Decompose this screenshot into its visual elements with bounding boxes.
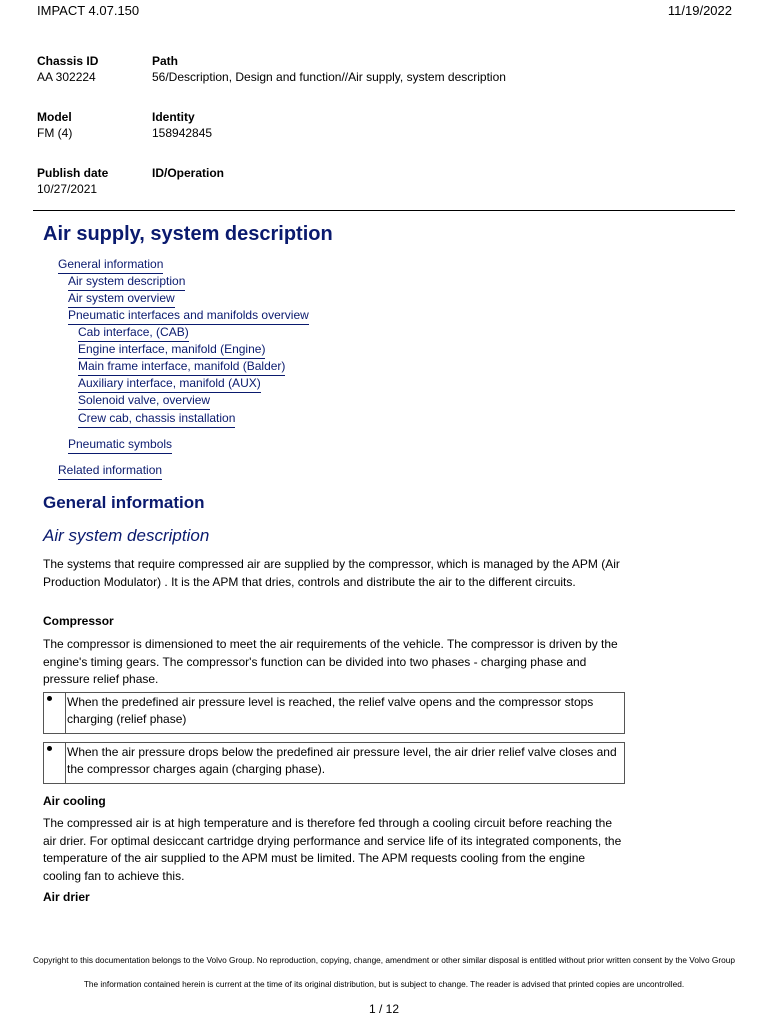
header-date: 11/19/2022 (667, 3, 732, 18)
model-label: Model (37, 110, 72, 124)
bullet-item (43, 742, 625, 784)
metadata-block (37, 53, 737, 221)
air-cooling-paragraph: The compressed air is at high temperature and is therefore fed through a cooling circuit before reaching the air drier. For optimal desiccant cartridge drying performance and service life of its integrated components, the temperature of the air supplied to the APM must be limited. The APM requests cooling from the engine cooling fan to achieve this. (43, 816, 622, 883)
toc-link-solenoid-valve[interactable]: Solenoid valve, overview (78, 393, 210, 410)
header-divider (33, 210, 735, 211)
model-value: FM (4) (37, 126, 73, 140)
toc-link-engine-interface[interactable]: Engine interface, manifold (Engine) (78, 342, 265, 359)
toc-link-pneumatic-symbols[interactable]: Pneumatic symbols (68, 437, 172, 454)
path-label: Path (152, 54, 179, 68)
toc-link-pneumatic-interfaces[interactable]: Pneumatic interfaces and manifolds overview (68, 308, 309, 325)
compressor-paragraph: The compressor is dimensioned to meet the air requirements of the vehicle. The compressor is driven by the engine's timing gears. The compressor's function can be divided into two phases - charging phase and pressure relief phase. (43, 637, 618, 686)
identity-value: 158942845 (152, 126, 213, 140)
publish-date-label: Publish date (37, 166, 109, 180)
page-number: 1 / 12 (368, 1002, 400, 1016)
bullet-icon (47, 746, 52, 751)
subsection-heading: Air system description (43, 526, 210, 545)
toc-link-general-information[interactable]: General information (58, 257, 163, 274)
id-operation-label: ID/Operation (152, 166, 225, 180)
header-app-version: IMPACT 4.07.150 (37, 3, 140, 18)
air-drier-heading: Air drier (43, 890, 90, 904)
toc-link-crew-cab[interactable]: Crew cab, chassis installation (78, 411, 235, 428)
toc-link-cab-interface[interactable]: Cab interface, (CAB) (78, 325, 189, 342)
toc-link-auxiliary-interface[interactable]: Auxiliary interface, manifold (AUX) (78, 376, 261, 393)
toc-link-related-information[interactable]: Related information (58, 463, 162, 480)
metadata-row (37, 109, 737, 165)
air-cooling-heading: Air cooling (43, 794, 106, 808)
toc-link-air-system-overview[interactable]: Air system overview (68, 291, 175, 308)
footer-copyright: Copyright to this documentation belongs to the Volvo Group. No reproduction, copying, change, amendment or other similar disposal is entitled without prior written consent by the Volvo Group (33, 955, 735, 965)
chassis-id-label: Chassis ID (37, 54, 99, 68)
section-heading: General information (43, 493, 205, 512)
path-value: 56/Description, Design and function//Air supply, system description (152, 70, 506, 84)
footer-notice: The information contained herein is current at the time of its original distribution, but is subject to change. The reader is advised that printed copies are uncontrolled. (83, 979, 685, 989)
identity-label: Identity (152, 110, 195, 124)
toc-link-air-system-description[interactable]: Air system description (68, 274, 185, 291)
publish-date-value: 10/27/2021 (37, 182, 98, 196)
compressor-heading: Compressor (43, 614, 114, 628)
intro-paragraph: The systems that require compressed air are supplied by the compressor, which is managed by the APM (Air Production Modulator) . It is the APM that dries, controls and distribute the air to the different circuits. (43, 557, 620, 589)
bullet-item (43, 692, 625, 734)
toc-link-main-frame-interface[interactable]: Main frame interface, manifold (Balder) (78, 359, 285, 376)
bullet-text: When the predefined air pressure level is reached, the relief valve opens and the compressor stops charging (relief phase) (67, 695, 594, 726)
page-title: Air supply, system description (43, 223, 333, 245)
metadata-row (37, 165, 737, 221)
bullet-icon (47, 696, 52, 701)
chassis-id-value: AA 302224 (37, 70, 96, 84)
metadata-row (37, 53, 737, 109)
bullet-text: When the air pressure drops below the predefined air pressure level, the air drier relief valve closes and the compressor charges again (charging phase). (67, 745, 617, 776)
